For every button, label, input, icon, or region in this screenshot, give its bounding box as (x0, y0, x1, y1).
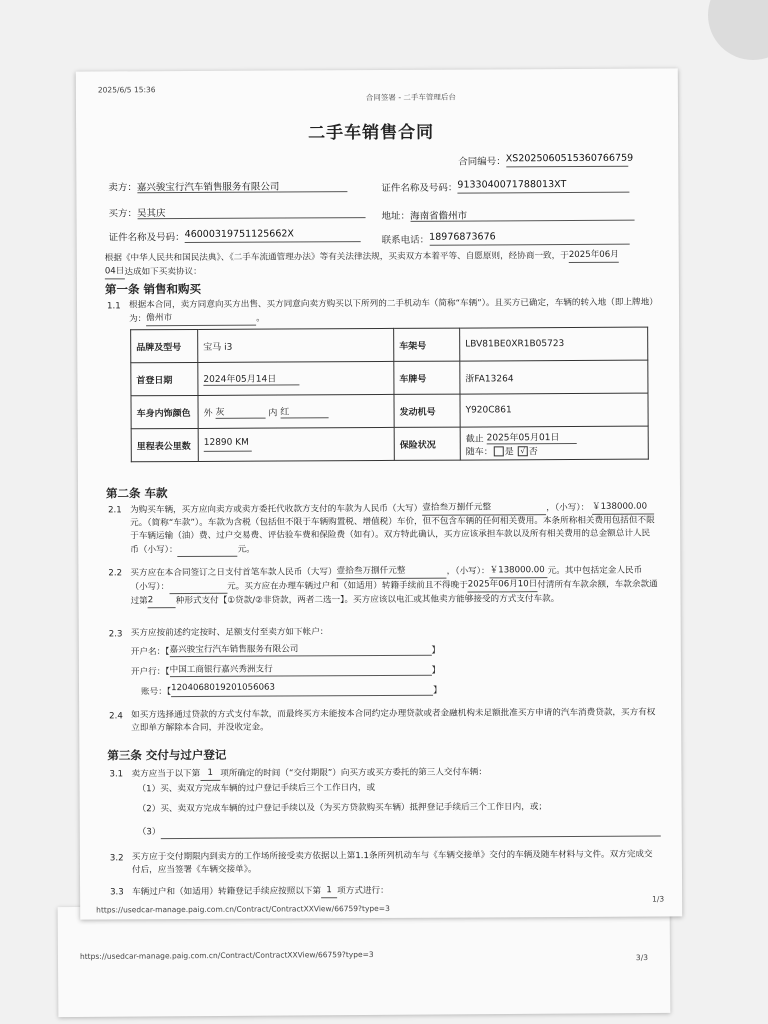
yes-checkbox[interactable] (494, 446, 504, 456)
exterior-color: 灰 (215, 405, 265, 419)
article-1-title: 第一条 销售和购买 (104, 281, 201, 297)
clause-number: 1.1 (106, 301, 121, 312)
contract-title: 二手车销售合同 (308, 122, 435, 144)
print-datetime: 2025/6/5 15:36 (97, 85, 156, 95)
account-no-row: 账号：【1204068019201056063 】 (141, 682, 442, 698)
brand-label: 品牌及型号 (131, 329, 198, 362)
plate-value: 浙FA13264 (460, 360, 648, 394)
buyer-row: 买方：吴其庆 (108, 204, 365, 219)
clause-3-2: 买方应于交付期限内到卖方的工作场所接受卖方依据以上第1.1条所列机动车与《车辆交接单》交付的车辆及随车材料与文件。双方完成交付后，应当签署《车辆交接单》。 (131, 849, 653, 876)
article-3-title: 第三条 交付与过户登记 (107, 747, 227, 763)
reg-date-value: 2024年05月14日 (203, 371, 299, 386)
clause-number: 2.1 (108, 505, 122, 516)
vin-value: LBV81BE0XR1B05723 (460, 327, 648, 361)
print-header-title: 合同签署 - 二手车管理后台 (365, 92, 456, 103)
account-name-row: 开户名：【嘉兴骏宝行汽车销售服务有限公司 】 (131, 642, 440, 658)
clause-3-1: 卖方应当于以下第 1 项所确定的时间（“交付期限”）向买方或买方委托的第三人交付车辆： (131, 767, 487, 780)
reg-date-cell (198, 361, 394, 395)
insurance-until: 2025年05月01日 (487, 429, 577, 443)
clause-2-1: 为购买车辆，买方应向卖方或卖方委托代收款方支付的车款为人民币（大写）壹拾叁万捌仟元整 ，（小写）： ￥138000.00元。（简称“车款”）。车款为含税（包括但不限于车辆购置税、增值税）车价，但不包含车辆的任何相关费用。本条所称相关费用包括但不限于车辆运输（油）费、过户交易费、评估验车费和保险费（如有）。双方特此确认，买方应该承担车款以及所有相关费用的总金额总计人民币（小写）： 元。 (130, 501, 655, 556)
bank-row: 开户行：【中国工商银行嘉兴秀洲支行 】 (131, 662, 440, 678)
clause-number: 3.2 (109, 853, 124, 864)
background-object (708, 0, 768, 60)
seller-row: 卖方：嘉兴骏宝行汽车销售服务有限公司 (108, 178, 347, 193)
plate-label: 车牌号 (394, 361, 460, 394)
buyer-id-row: 证件名称及号码：460003197511256​62X (109, 228, 361, 243)
reg-date-label: 首登日期 (131, 362, 198, 395)
under-footer-page: 3/3 (635, 953, 649, 963)
color-cell: 外 灰 内 红 (198, 394, 394, 428)
interior-color: 红 (280, 404, 328, 418)
mileage-value: 12890 KM (204, 438, 252, 452)
underlying-page (58, 903, 671, 1017)
buyer-phone-row: 联系电话：18976873676 (382, 231, 630, 246)
clause-2-4: 如买方选择通过贷款的方式支付车款，而最终买方未能按本合同约定办理贷款或者金融机构未足额批准买方申请的汽车消费贷款，买方有权立即单方解除本合同，并没收定金。 (131, 707, 656, 734)
intro-paragraph: 根据《中华人民共和国民法典》、《二手车流通管理办法》等有关法律法规，买卖双方本着平等、自愿原则，经协商一致，于2025年06月 04日达成如下买卖协议： (105, 249, 661, 280)
article-2-title: 第二条 车款 (105, 486, 168, 501)
under-footer-url: https://usedcar-manage.paig.com.cn/Contract/ContractXXView/66759?type=3 (79, 949, 374, 961)
contract-page (76, 68, 682, 919)
color-label: 车身内饰颜色 (131, 395, 198, 428)
seller-id-row: 证件名称及号码：9133040071788013XT (381, 179, 629, 194)
clause-3-3: 车辆过户和（如适用）转籍登记手续应按照以下第 1 项方式进行： (132, 885, 389, 898)
option-3: （3） (138, 823, 661, 840)
footer-url: https://usedcar-manage.paig.com.cn/Contract/ContractXXView/66759?type=3 (96, 903, 390, 915)
no-checkbox[interactable]: √ (518, 446, 528, 456)
insurance-label: 保险状况 (394, 427, 460, 460)
buyer-addr-row: 地址：海南省儋州市 (382, 207, 635, 222)
clause-number: 3.1 (109, 769, 124, 780)
brand-value: 宝马 i3 (198, 328, 394, 362)
clause-number: 2.3 (108, 629, 123, 640)
mileage-cell (198, 427, 394, 461)
option-2: （2）买、卖双方完成车辆的过户登记手续以及（为买方贷款购买车辆）抵押登记手续后三个工作日内，或； (137, 802, 548, 815)
clause-number: 2.2 (108, 568, 123, 579)
vin-label: 车架号 (394, 328, 460, 361)
clause-1-1: 根据本合同，卖方同意向买方出售、买方同意向卖方购买以下所列的二手机动车（简称“车辆”）。且买方已确定，车辆的转入地（即上牌地）为：儋州市 。 (128, 297, 654, 325)
engine-label: 发动机号 (394, 394, 460, 427)
clause-number: 3.3 (110, 887, 124, 898)
contract-no: 合同编号：XS2025060515360766759 (458, 152, 634, 168)
clause-2-2: 买方应在本合同签订之日支付首笔车款人民币（大写）壹拾叁万捌仟元整 ，（小写）：￥138000.00 元。其中包括定金人民币（小写）： 元。买方应在办理车辆过户和（如适用）转籍手续前且不得晚于2025年06月10日付清所有车款余额，车款余款通过第2 种形式支付【①贷款/②非贷款，两者二选一】。买方应该以电汇或其他卖方能够接受的方式支付车款。 (130, 565, 658, 607)
clause-number: 2.4 (109, 711, 123, 722)
option-1: （1）买、卖双方完成车辆的过户登记手续后三个工作日内，或 (137, 783, 376, 795)
engine-value: Y920C861 (460, 393, 648, 427)
footer-page: 1/3 (652, 894, 665, 904)
mileage-label: 里程表公里数 (131, 428, 198, 461)
insurance-cell: 截止 2025年05月01日 随车： 是 √ 否 (460, 426, 648, 460)
clause-2-3: 买方应按前述约定按时、足额支付至卖方如下帐户： (130, 627, 329, 639)
vehicle-info-table (130, 327, 649, 463)
